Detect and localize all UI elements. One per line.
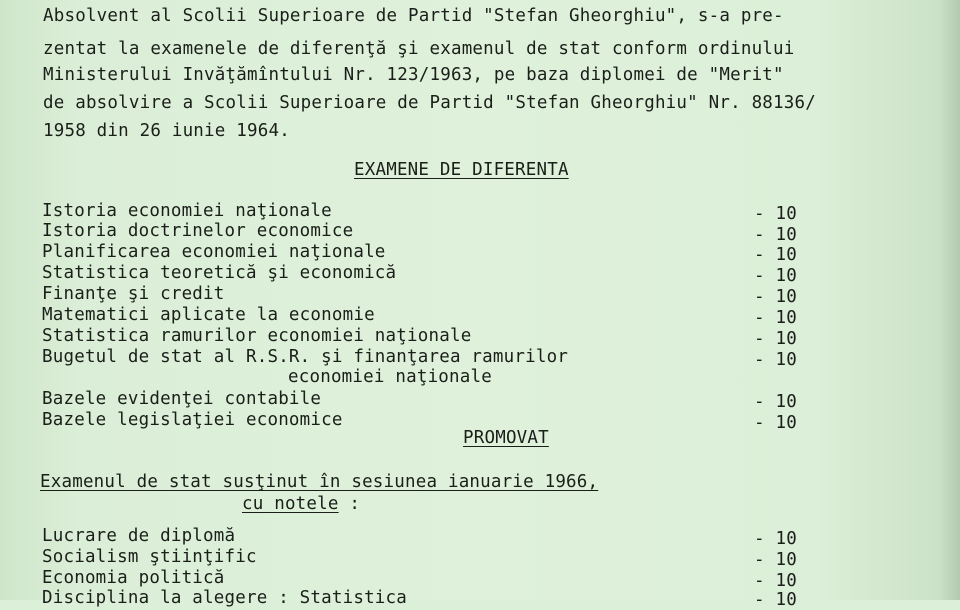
promoted-label: PROMOVAT [463,428,549,448]
diff-grade: - 10 [754,225,797,245]
intro-line-5: 1958 din 26 iunie 1964. [43,121,290,141]
diff-grade: - 10 [754,204,797,224]
intro-line-3: Ministerului Invăţămîntului Nr. 123/1963, pe baza diplomei de "Merit" [43,65,784,85]
grades-label: cu notele [242,494,339,514]
diff-grade: - 10 [754,287,797,307]
state-grade: - 10 [754,590,797,610]
diff-grade: - 10 [754,413,797,433]
state-grade: - 10 [754,529,797,549]
intro-line-2: zentat la examenele de diferenţă şi examenul de stat conform ordinului [43,39,795,59]
state-grade: - 10 [754,550,797,570]
diff-subject: Finanţe şi credit [42,284,225,304]
diff-grade: - 10 [754,266,797,286]
diff-grade: - 10 [754,350,797,370]
state-subject: Economia politică [42,568,225,588]
state-exam-heading: Examenul de stat susţinut în sesiunea ianuarie 1966, [40,472,599,492]
diff-grade: - 10 [754,245,797,265]
intro-line-1: Absolvent al Scolii Superioare de Partid "Stefan Gheorghiu", s-a pre- [43,6,784,26]
page-edge-shadow [938,0,960,600]
diff-subject: Bazele legislaţiei economice [42,410,343,430]
diff-subject: Planificarea economiei naţionale [42,242,386,262]
diff-grade: - 10 [754,329,797,349]
diff-subject: Matematici aplicate la economie [42,305,375,325]
diff-subject-continuation: economiei naţionale [288,367,492,387]
state-subject: Disciplina la alegere : Statistica [42,588,408,608]
diff-grade: - 10 [754,392,797,412]
state-subject: Lucrare de diplomă [42,526,236,546]
diff-subject: Bazele evidenţei contabile [42,389,322,409]
intro-line-4: de absolvire a Scolii Superioare de Partid "Stefan Gheorghiu" Nr. 88136/ [43,93,816,113]
diff-subject: Statistica ramurilor economiei naţionale [42,326,472,346]
state-subject: Socialism ştiinţific [42,547,257,567]
grades-colon: : [338,494,361,514]
diff-subject: Statistica teoretică şi economică [42,263,397,283]
diff-exams-title: EXAMENE DE DIFERENTA [354,160,569,180]
diff-subject: Istoria economiei naţionale [42,201,332,221]
diff-subject: Bugetul de stat al R.S.R. şi finanţarea ramurilor [42,347,569,367]
diff-grade: - 10 [754,308,797,328]
state-grade: - 10 [754,571,797,591]
state-exam-subheading [242,494,360,514]
diff-subject: Istoria doctrinelor economice [42,221,354,241]
